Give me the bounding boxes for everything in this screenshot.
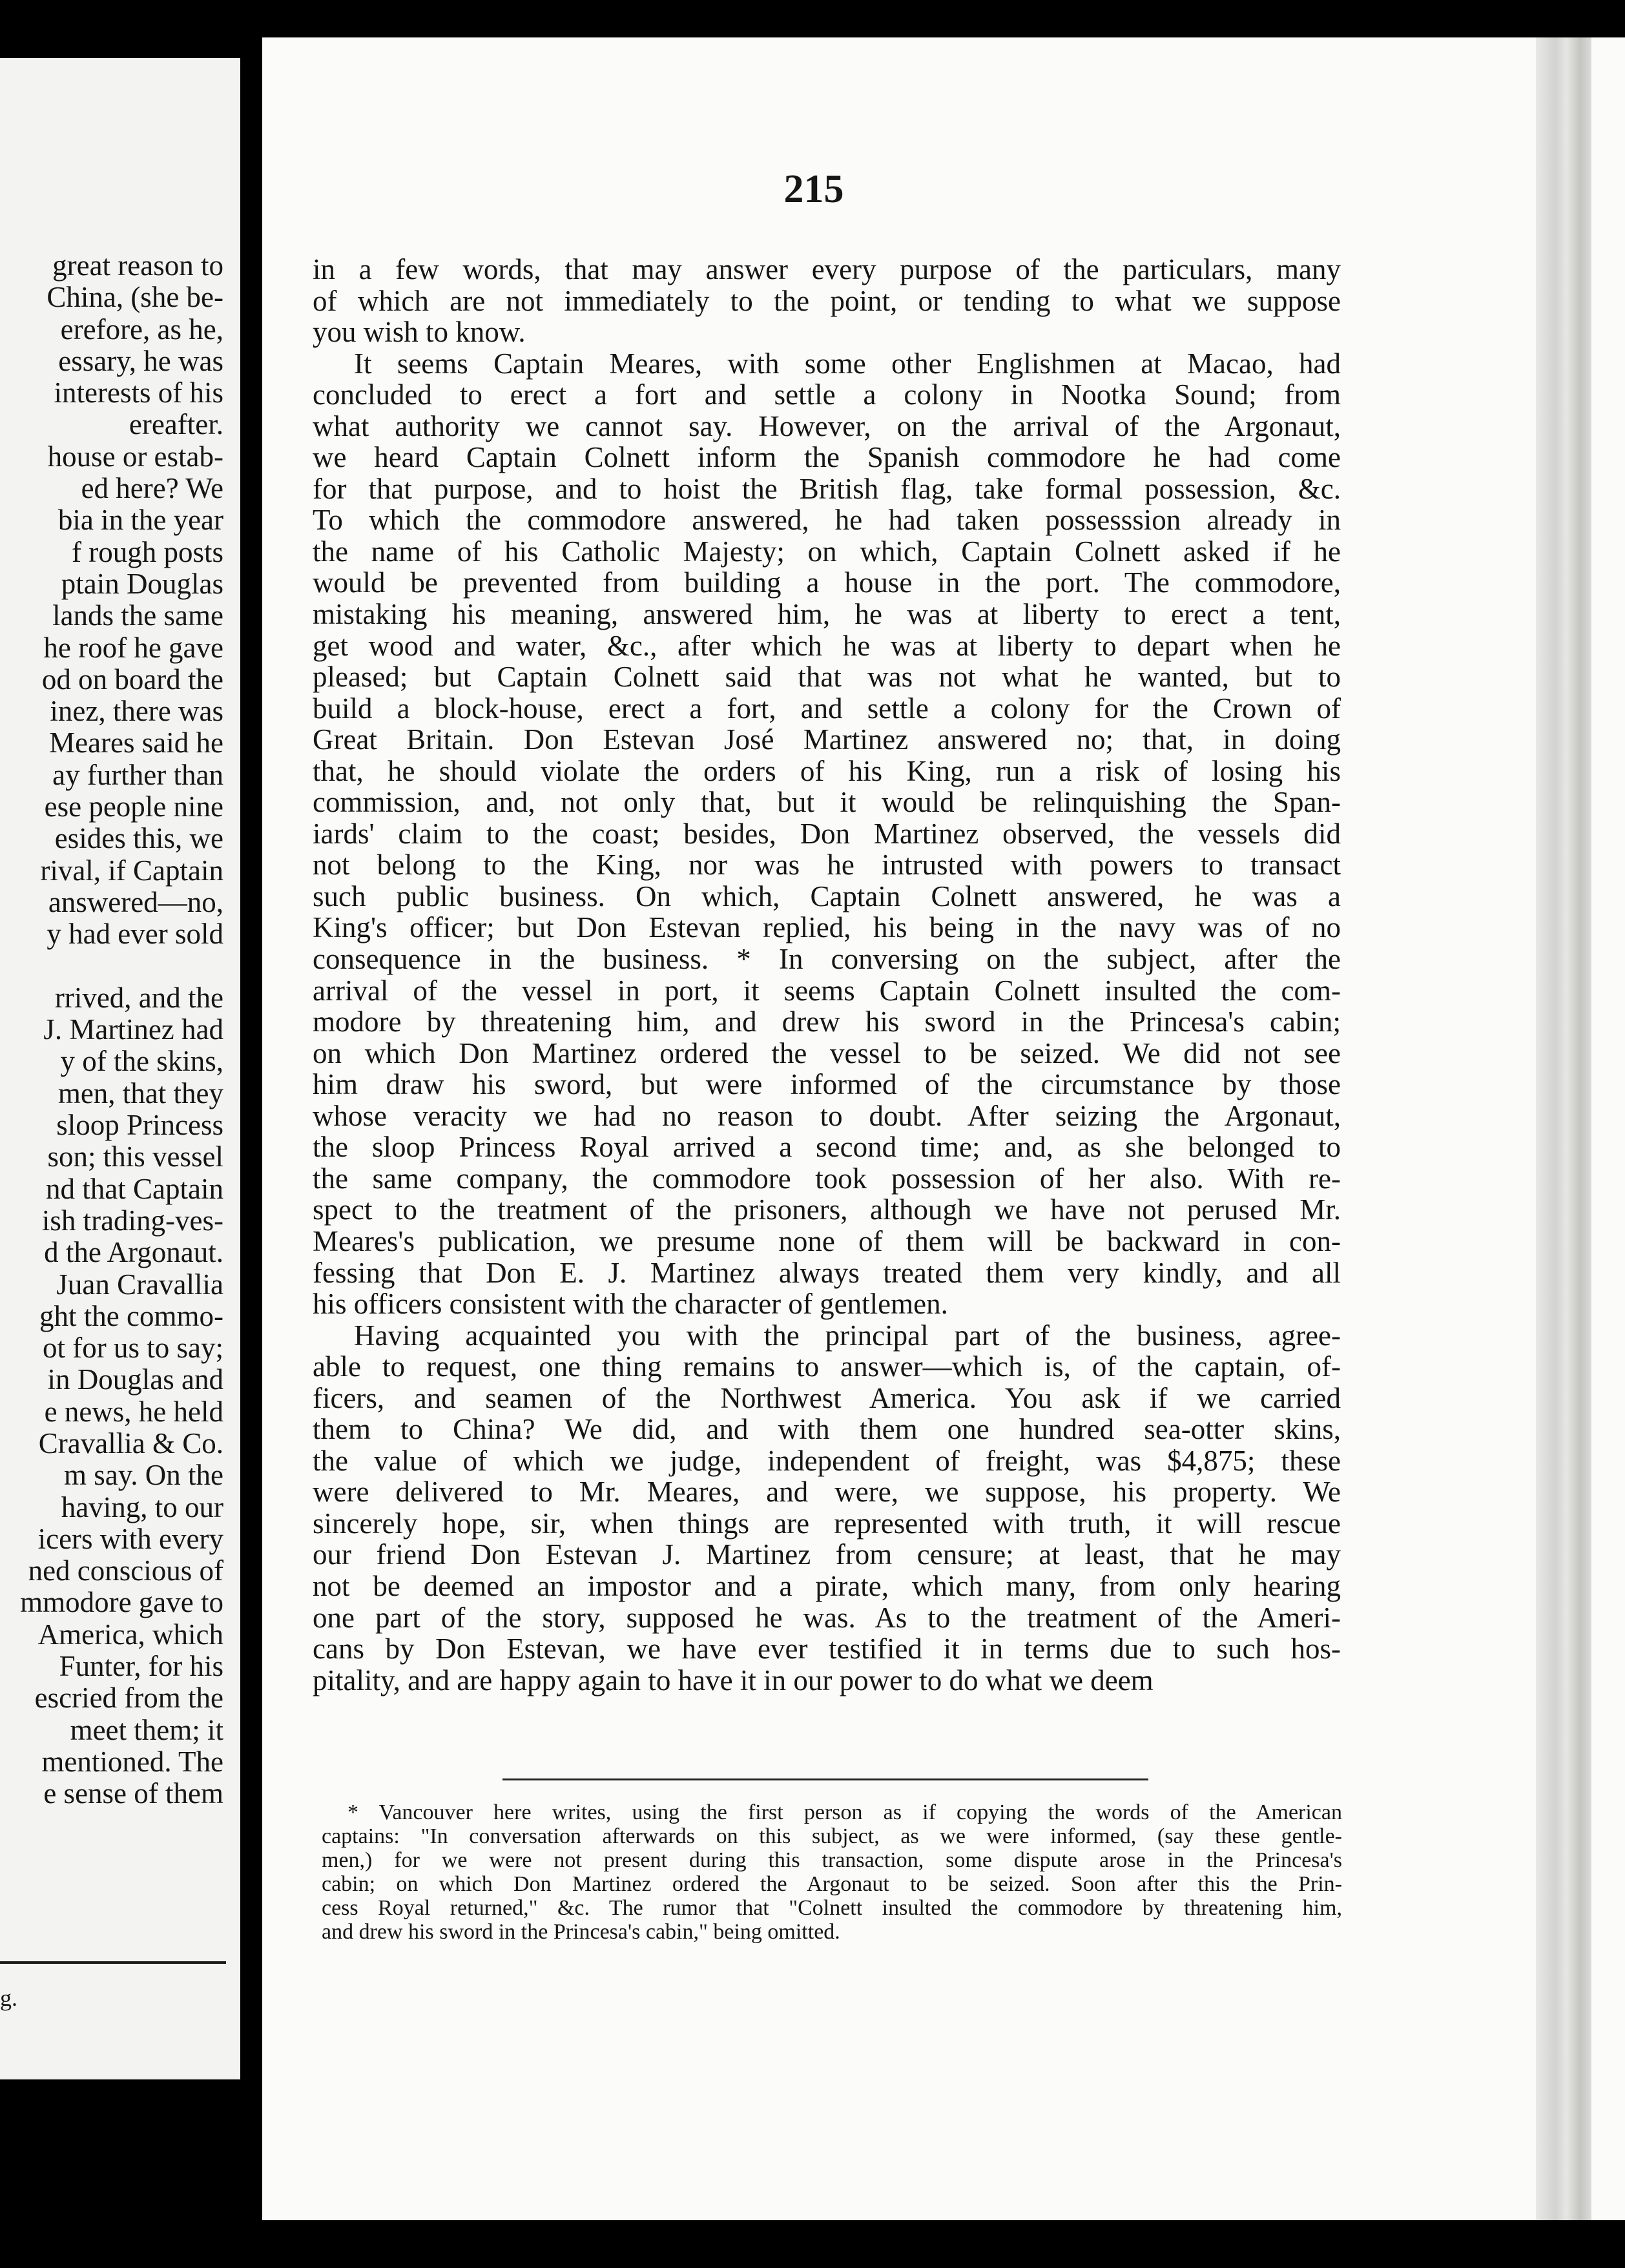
left-page-text xyxy=(0,250,223,1810)
left-page-line: y had ever sold xyxy=(47,918,223,951)
text-line: ficers, and seamen of the Northwest America. You ask if we carried xyxy=(313,1381,1341,1414)
left-page-line: great reason to xyxy=(52,249,223,282)
text-line: concluded to erect a fort and settle a colony in Nootka Sound; from xyxy=(313,378,1341,411)
left-page-line: ish trading-ves- xyxy=(41,1204,223,1237)
text-line: sincerely hope, sir, when things are represented with truth, it will rescue xyxy=(313,1507,1341,1540)
left-page-line: erefore, as he, xyxy=(60,313,223,345)
text-line: build a block-house, erect a fort, and settle a colony for the Crown of xyxy=(313,692,1341,725)
footnote-rule xyxy=(502,1778,1148,1780)
left-page-line: lands the same xyxy=(52,599,223,632)
left-page-line: having, to our xyxy=(61,1490,223,1523)
left-page-line: icers with every xyxy=(37,1522,223,1555)
left-page-line: ese people nine xyxy=(44,790,223,823)
left-page-line: rival, if Captain xyxy=(40,854,223,887)
text-line: iards' claim to the coast; besides, Don Martinez observed, the vessels did xyxy=(313,817,1341,850)
left-page-line: od on board the xyxy=(41,663,223,696)
text-line: that, he should violate the orders of his King, run a risk of losing his xyxy=(313,754,1341,787)
text-line: mistaking his meaning, answered him, he was at liberty to erect a tent, xyxy=(313,598,1341,631)
main-text xyxy=(313,254,1341,1696)
text-line: what authority we cannot say. However, on the arrival of the Argonaut, xyxy=(313,409,1341,442)
text-line: on which Don Martinez ordered the vessel to be seized. We did not see xyxy=(313,1036,1341,1069)
paragraph xyxy=(313,254,1341,348)
left-page-line: China, (she be- xyxy=(47,281,223,314)
text-line: Meares's publication, we presume none of them will be backward in con- xyxy=(313,1224,1341,1257)
left-page-line: men, that they xyxy=(57,1077,223,1109)
paragraph xyxy=(313,1320,1341,1696)
text-line: you wish to know. xyxy=(313,316,526,349)
left-page-line: esides this, we xyxy=(54,822,223,855)
left-page-line: d the Argonaut. xyxy=(44,1236,223,1269)
left-page-line: Juan Cravallia xyxy=(56,1268,223,1301)
left-page-line: mmodore gave to xyxy=(20,1586,223,1619)
left-page-line: meet them; it xyxy=(70,1713,223,1746)
footnote-line: captains: "In conversation afterwards on this subject, as we were informed, (say these gentle- xyxy=(322,1824,1342,1848)
left-page-line: Funter, for his xyxy=(59,1650,223,1683)
left-page-line: Cravallia & Co. xyxy=(38,1427,223,1459)
left-footnote-rule xyxy=(0,1961,226,1964)
left-page-line: ot for us to say; xyxy=(43,1332,223,1365)
left-page-line: bia in the year xyxy=(57,504,223,537)
left-page-line: y of the skins, xyxy=(60,1045,223,1078)
text-line: our friend Don Estevan J. Martinez from censure; at least, that he may xyxy=(313,1538,1341,1571)
text-line: pleased; but Captain Colnett said that was not what he wanted, but to xyxy=(313,661,1341,694)
footnote-line: * Vancouver here writes, using the first person as if copying the words of the American xyxy=(347,1800,1342,1824)
footnote-line: cabin; on which Don Martinez ordered the Argonaut to be seized. Soon after this the Prin- xyxy=(322,1872,1342,1896)
page-edge xyxy=(1536,37,1591,2220)
text-line: pitality, and are happy again to have it in our power to do what we deem xyxy=(313,1664,1154,1696)
text-line: the value of which we judge, independent of freight, was $4,875; these xyxy=(313,1444,1341,1477)
footnote-line: and drew his sword in the Princesa's cabin," being omitted. xyxy=(322,1920,840,1944)
text-line: for that purpose, and to hoist the British flag, take formal possession, &c. xyxy=(313,472,1341,505)
footnote-line: men,) for we were not present during this transaction, some dispute arose in the Princesa's xyxy=(322,1848,1342,1872)
left-page-line: answered—no, xyxy=(48,885,223,918)
text-line: Having acquainted you with the principal part of the business, agree- xyxy=(354,1319,1341,1352)
left-page-line: f rough posts xyxy=(72,535,223,568)
left-page-line: escried from the xyxy=(34,1682,223,1715)
left-page-line: mentioned. The xyxy=(41,1745,223,1778)
text-line: arrival of the vessel in port, it seems Captain Colnett insulted the com- xyxy=(313,974,1341,1007)
page-number: 215 xyxy=(783,167,844,211)
text-line: able to request, one thing remains to answer—which is, of the captain, of- xyxy=(313,1350,1341,1383)
left-page-line xyxy=(0,951,223,982)
text-line: whose veracity we had no reason to doubt. After seizing the Argonaut, xyxy=(313,1099,1341,1132)
left-page-line: rrived, and the xyxy=(54,981,223,1014)
left-page-line: e sense of them xyxy=(43,1777,223,1810)
left-page-line: in Douglas and xyxy=(47,1363,223,1396)
text-line: we heard Captain Colnett inform the Spanish commodore he had come xyxy=(313,441,1341,474)
left-page-line: m say. On the xyxy=(63,1459,223,1492)
text-line: commission, and, not only that, but it would be relinquishing the Span- xyxy=(313,786,1341,819)
text-line: fessing that Don E. J. Martinez always treated them very kindly, and all xyxy=(313,1256,1341,1289)
left-page-line: Meares said he xyxy=(49,727,223,759)
left-page-line: ght the commo- xyxy=(39,1299,223,1332)
text-line: To which the commodore answered, he had taken possesssion already in xyxy=(313,504,1341,537)
left-page-line: ereafter. xyxy=(129,408,223,441)
text-line: his officers consistent with the character of gentlemen. xyxy=(313,1288,948,1321)
paragraph xyxy=(313,348,1341,1320)
text-line: in a few words, that may answer every purpose of the particulars, many xyxy=(313,253,1341,285)
left-page-line: interests of his xyxy=(54,376,223,409)
left-page-line: ptain Douglas xyxy=(61,567,223,600)
text-line: of which are not immediately to the point, or tending to what we suppose xyxy=(313,284,1341,317)
text-line: them to China? We did, and with them one hundred sea-otter skins, xyxy=(313,1413,1341,1446)
footnote-line: cess Royal returned," &c. The rumor that "Colnett insulted the commodore by threatening him, xyxy=(322,1896,1342,1920)
text-line: such public business. On which, Captain Colnett answered, he was a xyxy=(313,880,1341,912)
book-gutter xyxy=(240,0,262,2268)
text-line: the same company, the commodore took possession of her also. With re- xyxy=(313,1162,1341,1195)
left-page-line: house or estab- xyxy=(47,440,223,473)
text-line: would be prevented from building a house in the port. The commodore, xyxy=(313,566,1341,599)
text-line: consequence in the business. * In conversing on the subject, after the xyxy=(313,943,1341,976)
left-page-line: sloop Princess xyxy=(56,1109,223,1142)
text-line: not be deemed an impostor and a pirate, which many, from only hearing xyxy=(313,1569,1341,1602)
text-line: King's officer; but Don Estevan replied, his being in the navy was of no xyxy=(313,911,1341,944)
text-line: modore by threatening him, and drew his sword in the Princesa's cabin; xyxy=(313,1005,1341,1038)
left-page-line: inez, there was xyxy=(50,695,223,728)
left-page-line: ay further than xyxy=(52,758,223,791)
left-footnote-fragment: g. xyxy=(0,1985,17,2011)
footnote xyxy=(322,1800,1342,1944)
text-line: the sloop Princess Royal arrived a second time; and, as she belonged to xyxy=(313,1131,1341,1164)
left-page-line: nd that Captain xyxy=(46,1172,223,1205)
text-line: him draw his sword, but were informed of the circumstance by those xyxy=(313,1068,1341,1101)
left-page-line: son; this vessel xyxy=(47,1140,223,1173)
text-line: one part of the story, supposed he was. As to the treatment of the Ameri- xyxy=(313,1601,1341,1634)
left-page-line: e news, he held xyxy=(44,1395,223,1428)
text-line: get wood and water, &c., after which he was at liberty to depart when he xyxy=(313,629,1341,662)
text-line: Great Britain. Don Estevan José Martinez answered no; that, in doing xyxy=(313,723,1341,756)
left-page-line: ed here? We xyxy=(81,472,223,505)
left-page-line: essary, he was xyxy=(58,344,223,377)
text-line: were delivered to Mr. Meares, and were, we suppose, his property. We xyxy=(313,1476,1341,1509)
left-page-line: he roof he gave xyxy=(43,631,223,664)
left-page-line: J. Martinez had xyxy=(43,1013,223,1046)
left-page-line: ned conscious of xyxy=(28,1554,223,1587)
left-page-line: America, which xyxy=(37,1618,223,1651)
text-line: the name of his Catholic Majesty; on which, Captain Colnett asked if he xyxy=(313,535,1341,568)
text-line: It seems Captain Meares, with some other Englishmen at Macao, had xyxy=(354,347,1341,380)
text-line: not belong to the King, nor was he intrusted with powers to transact xyxy=(313,849,1341,881)
text-line: cans by Don Estevan, we have ever testified it in terms due to such hos- xyxy=(313,1633,1341,1665)
left-page xyxy=(0,58,240,2079)
text-line: spect to the treatment of the prisoners, although we have not perused Mr. xyxy=(313,1193,1341,1226)
